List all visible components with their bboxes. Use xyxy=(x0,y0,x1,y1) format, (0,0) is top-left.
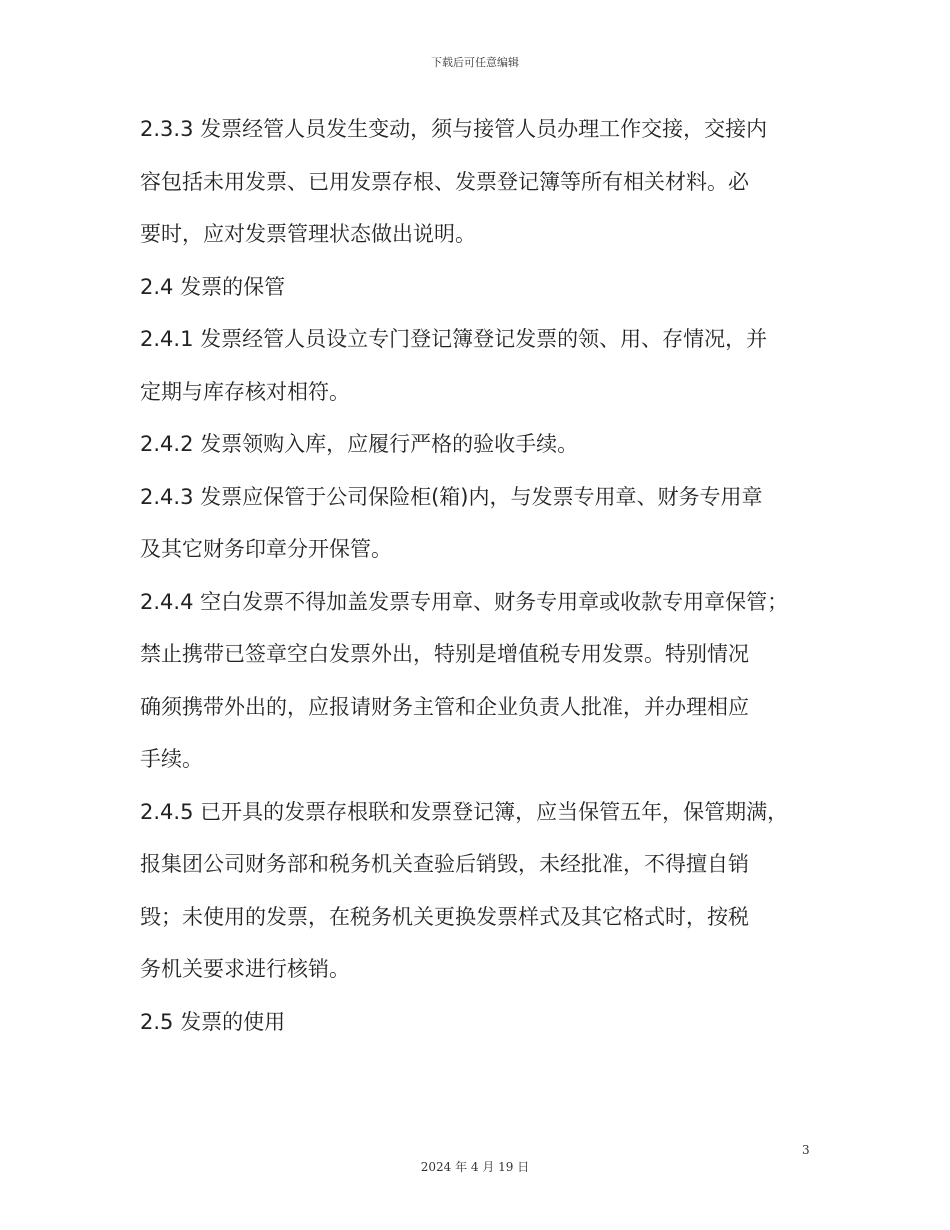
text-line: 2.4.5 已开具的发票存根联和发票登记簿，应当保管五年，保管期满， xyxy=(140,799,789,824)
text-line: 毁；未使用的发票，在税务机关更换发票样式及其它格式时，按税 xyxy=(140,904,749,929)
text-line: 2.4.4 空白发票不得加盖发票专用章、财务专用章或收款专用章保管； xyxy=(140,589,789,614)
text-line: 2.4.2 发票领购入库，应履行严格的验收手续。 xyxy=(140,432,579,456)
page-header: 下载后可任意编辑 xyxy=(431,56,519,69)
text-line: 报集团公司财务部和税务机关查验后销毁，未经批准，不得擅自销 xyxy=(140,852,749,876)
text-line: 2.3.3 发票经管人员发生变动，须与接管人员办理工作交接，交接内 xyxy=(140,117,768,141)
text-line: 禁止携带已签章空白发票外出，特别是增值税专用发票。特别情况 xyxy=(140,642,749,666)
section-heading: 2.5 发票的使用 xyxy=(140,1009,286,1034)
page-footer-date: 2024 年 4 月 19 日 xyxy=(420,1160,530,1174)
text-line: 定期与库存核对相符。 xyxy=(140,379,350,404)
text-line: 2.4.1 发票经管人员设立专门登记簿登记发票的领、用、存情况，并 xyxy=(140,327,768,351)
text-line: 及其它财务印章分开保管。 xyxy=(140,537,392,561)
text-line: 务机关要求进行核销。 xyxy=(140,957,350,981)
document-body xyxy=(140,103,820,1048)
page-number: 3 xyxy=(802,1143,810,1157)
text-line: 确须携带外出的，应报请财务主管和企业负责人批准，并办理相应 xyxy=(140,694,749,719)
text-line: 要时，应对发票管理状态做出说明。 xyxy=(140,222,476,246)
text-line: 2.4.3 发票应保管于公司保险柜(箱)内，与发票专用章、财务专用章 xyxy=(140,484,763,509)
section-heading: 2.4 发票的保管 xyxy=(140,274,286,299)
text-line: 手续。 xyxy=(140,747,203,771)
text-line: 容包括未用发票、已用发票存根、发票登记簿等所有相关材料。必 xyxy=(140,169,749,194)
